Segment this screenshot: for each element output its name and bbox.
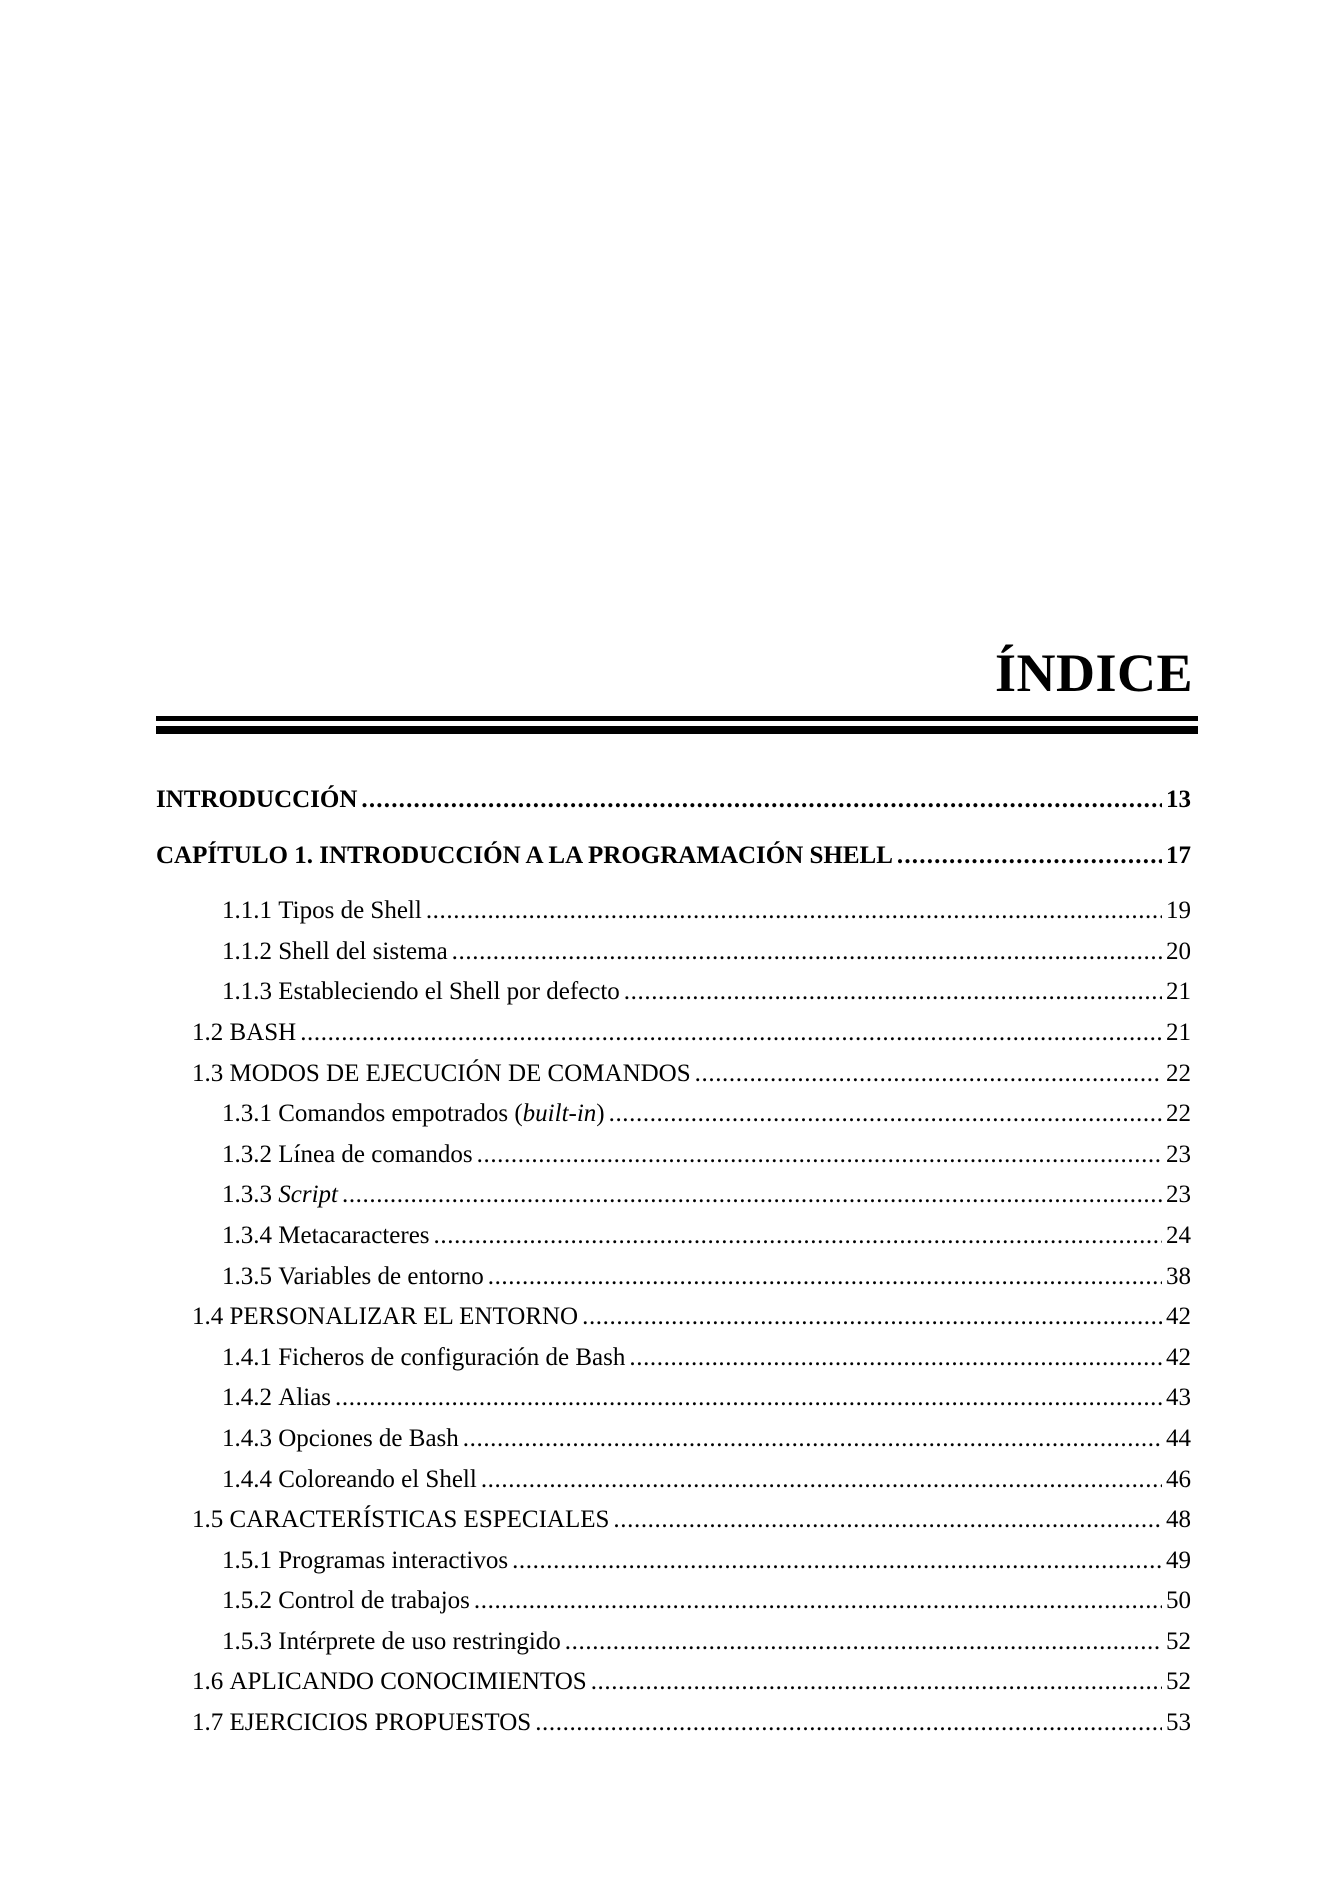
- toc-entry-number: 1.5: [192, 1506, 224, 1534]
- toc-entry-title: Shell del sistema: [278, 937, 448, 965]
- toc-entry-title: Variables de entorno: [278, 1262, 484, 1290]
- toc-entry-title: Metacaracteres: [278, 1221, 430, 1249]
- toc-entry[interactable]: [156, 1013, 1191, 1054]
- toc-page-number: 21: [1166, 1018, 1191, 1046]
- toc-entry-title: APLICANDO CONOCIMIENTOS: [229, 1668, 587, 1696]
- toc-page-number: 50: [1166, 1587, 1191, 1615]
- toc-page-number: 46: [1166, 1465, 1191, 1493]
- toc-page-number: 22: [1166, 1059, 1191, 1087]
- toc-entry-number: 1.3.2: [222, 1140, 272, 1168]
- toc-entry[interactable]: [156, 1094, 1191, 1135]
- toc-dot-leader: [426, 891, 1162, 932]
- toc-entry-title: Opciones de Bash: [278, 1424, 459, 1452]
- toc-entry-title: BASH: [229, 1018, 297, 1046]
- heading-rule-double: [156, 726, 1198, 734]
- toc-page-number: 49: [1166, 1546, 1191, 1574]
- toc-dot-leader: [477, 1135, 1162, 1176]
- toc-page-number: 43: [1166, 1384, 1191, 1412]
- toc-page-number: 42: [1166, 1303, 1191, 1331]
- toc-entry-number: 1.1.1: [222, 897, 272, 925]
- toc-entry[interactable]: [156, 1500, 1191, 1541]
- toc-entry-title: Control de trabajos: [278, 1587, 470, 1615]
- toc-page-number: 53: [1166, 1709, 1191, 1737]
- toc-entry[interactable]: [156, 1338, 1191, 1379]
- page-title: ÍNDICE: [994, 643, 1193, 703]
- toc-entry-title: Comandos empotrados (: [278, 1100, 523, 1128]
- toc-page-number: 23: [1166, 1181, 1191, 1209]
- toc-dot-leader: [512, 1541, 1162, 1582]
- toc-entry-title: Programas interactivos: [278, 1546, 509, 1574]
- toc-page-number: 22: [1166, 1100, 1191, 1128]
- toc-entry-number: 1.3.4: [222, 1221, 272, 1249]
- toc-page-number: 44: [1166, 1424, 1191, 1452]
- toc-entry-title: PERSONALIZAR EL ENTORNO: [229, 1303, 579, 1331]
- toc-entry-number: 1.5.2: [222, 1587, 272, 1615]
- toc-dot-leader: [488, 1257, 1162, 1298]
- toc-entry[interactable]: [156, 891, 1191, 932]
- toc-dot-leader: [695, 1054, 1162, 1095]
- toc-page-number: 52: [1166, 1668, 1191, 1696]
- toc-entry-number: 1.4: [192, 1303, 224, 1331]
- toc-entry[interactable]: [156, 1378, 1191, 1419]
- toc-entry-number: 1.3.3: [222, 1181, 272, 1209]
- toc-entry-number: 1.6: [192, 1668, 224, 1696]
- toc-entry-number: 1.7: [192, 1709, 224, 1737]
- toc-entry-title: CARACTERÍSTICAS ESPECIALES: [229, 1506, 610, 1534]
- toc-page-number: 19: [1166, 897, 1191, 925]
- toc-dot-leader: [463, 1419, 1162, 1460]
- toc-entry-number: 1.1.3: [222, 978, 272, 1006]
- toc-entry[interactable]: [156, 780, 1191, 821]
- toc-entry-title-suffix: ): [596, 1100, 605, 1128]
- toc-entry-title: Intérprete de uso restringido: [278, 1627, 561, 1655]
- toc-entry-number: 1.4.4: [222, 1465, 272, 1493]
- toc-entry-title: INTRODUCCIÓN: [156, 786, 358, 813]
- toc-entry[interactable]: [156, 932, 1191, 973]
- toc-entry-title: Ficheros de configuración de Bash: [278, 1343, 626, 1371]
- toc-entry-number: 1.4.3: [222, 1424, 272, 1452]
- table-of-contents: [156, 780, 1191, 1744]
- toc-entry-title: Alias: [278, 1384, 332, 1412]
- toc-entry-title-italic: built-in: [522, 1100, 597, 1128]
- toc-entry[interactable]: [156, 1541, 1191, 1582]
- toc-page-number: 48: [1166, 1506, 1191, 1534]
- toc-dot-leader: [452, 932, 1162, 973]
- toc-dot-leader: [582, 1297, 1162, 1338]
- toc-entry-number: 1.1.2: [222, 937, 272, 965]
- toc-entry[interactable]: [156, 1419, 1191, 1460]
- toc-entry[interactable]: [156, 1703, 1191, 1744]
- toc-entry[interactable]: [156, 972, 1191, 1013]
- toc-dot-leader: [342, 1175, 1162, 1216]
- toc-dot-leader: [565, 1622, 1162, 1663]
- toc-entry[interactable]: [156, 1622, 1191, 1663]
- toc-entry[interactable]: [156, 1257, 1191, 1298]
- toc-entry[interactable]: [156, 1175, 1191, 1216]
- toc-dot-leader: [474, 1581, 1162, 1622]
- toc-dot-leader: [361, 780, 1162, 821]
- toc-page-number: 24: [1166, 1221, 1191, 1249]
- toc-dot-leader: [613, 1500, 1162, 1541]
- toc-entry-title: INTRODUCCIÓN A LA PROGRAMACIÓN SHELL: [319, 841, 893, 869]
- toc-entry-title: EJERCICIOS PROPUESTOS: [229, 1709, 532, 1737]
- toc-dot-leader: [897, 836, 1162, 877]
- toc-entry[interactable]: [156, 1297, 1191, 1338]
- toc-dot-leader: [300, 1013, 1162, 1054]
- toc-entry[interactable]: [156, 1581, 1191, 1622]
- toc-entry-title: Línea de comandos: [278, 1140, 473, 1168]
- toc-entry-number: 1.3: [192, 1059, 224, 1087]
- toc-dot-leader: [591, 1662, 1162, 1703]
- toc-entry-title: MODOS DE EJECUCIÓN DE COMANDOS: [229, 1059, 691, 1087]
- toc-page-number: 21: [1166, 978, 1191, 1006]
- toc-dot-leader: [535, 1703, 1162, 1744]
- toc-entry[interactable]: [156, 1662, 1191, 1703]
- toc-page-number: 38: [1166, 1262, 1191, 1290]
- toc-page-number: 13: [1166, 786, 1191, 813]
- toc-entry-number: 1.4.2: [222, 1384, 272, 1412]
- toc-entry-number: 1.5.3: [222, 1627, 272, 1655]
- toc-dot-leader: [624, 972, 1162, 1013]
- toc-page-number: 42: [1166, 1343, 1191, 1371]
- toc-dot-leader: [629, 1338, 1162, 1379]
- toc-entry-number: 1.3.5: [222, 1262, 272, 1290]
- toc-entry-number: 1.4.1: [222, 1343, 272, 1371]
- heading-rule-thick: [156, 716, 1198, 721]
- toc-page-number: 17: [1166, 841, 1191, 869]
- toc-dot-leader: [434, 1216, 1162, 1257]
- toc-entry[interactable]: [156, 1054, 1191, 1095]
- toc-dot-leader: [481, 1460, 1162, 1501]
- toc-dot-leader: [609, 1094, 1162, 1135]
- toc-entry-title: Coloreando el Shell: [278, 1465, 477, 1493]
- toc-entry[interactable]: [156, 1216, 1191, 1257]
- toc-entry-title: Tipos de Shell: [278, 897, 422, 925]
- toc-entry-title-italic: Script: [278, 1181, 338, 1209]
- toc-entry-number: 1.3.1: [222, 1100, 272, 1128]
- toc-page-number: 20: [1166, 937, 1191, 965]
- toc-entry[interactable]: [156, 1135, 1191, 1176]
- toc-entry-title: Estableciendo el Shell por defecto: [278, 978, 620, 1006]
- toc-page-number: 52: [1166, 1627, 1191, 1655]
- toc-dot-leader: [335, 1378, 1162, 1419]
- toc-page-number: 23: [1166, 1140, 1191, 1168]
- toc-entry[interactable]: [156, 836, 1191, 877]
- toc-entry-number: 1.5.1: [222, 1546, 272, 1574]
- toc-entry-number: CAPÍTULO 1.: [156, 841, 313, 869]
- toc-entry-number: 1.2: [192, 1018, 224, 1046]
- toc-entry[interactable]: [156, 1460, 1191, 1501]
